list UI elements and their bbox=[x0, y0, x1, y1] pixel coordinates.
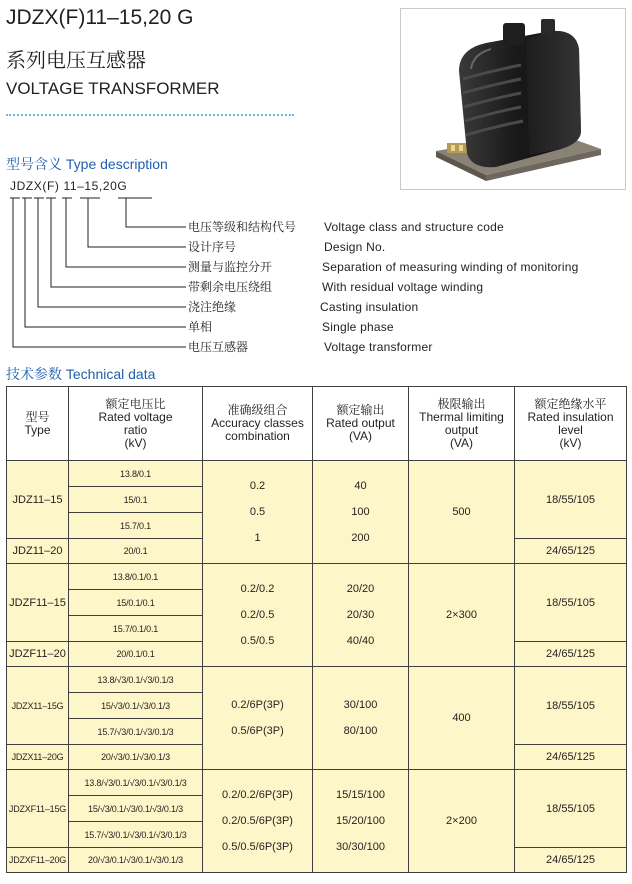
ratio-cell: 13.8/√3/0.1/√3/0.1/√3/0.1/3 bbox=[69, 770, 203, 796]
output-cell: 30/100 80/100 bbox=[313, 667, 409, 770]
limit-output-cell: 500 bbox=[409, 461, 515, 564]
header-rated-insulation-level: 额定绝缘水平 Rated insulation level (kV) bbox=[515, 387, 627, 461]
type-code-diagram bbox=[0, 190, 632, 360]
header-type: 型号 Type bbox=[7, 387, 69, 461]
product-series-title-en: VOLTAGE TRANSFORMER bbox=[6, 79, 220, 98]
type-code-leader-lines bbox=[0, 190, 632, 360]
ratio-cell: 20/√3/0.1/√3/0.1/3 bbox=[69, 745, 203, 770]
table-row bbox=[7, 770, 627, 796]
accuracy-cell: 0.2 0.5 1 bbox=[203, 461, 313, 564]
accuracy-cell: 0.2/0.2 0.2/0.5 0.5/0.5 bbox=[203, 564, 313, 667]
ratio-cell: 13.8/0.1 bbox=[69, 461, 203, 487]
output-cell: 15/15/100 15/20/100 30/30/100 bbox=[313, 770, 409, 873]
ratio-cell: 15/0.1 bbox=[69, 487, 203, 513]
type-description-heading: 型号含义 Type description bbox=[6, 156, 168, 172]
insulation-cell: 18/55/105 bbox=[515, 770, 627, 848]
insulation-cell: 24/65/125 bbox=[515, 745, 627, 770]
ratio-cell: 13.8/0.1/0.1 bbox=[69, 564, 203, 590]
output-cell: 20/20 20/30 40/40 bbox=[313, 564, 409, 667]
transformer-image bbox=[401, 9, 625, 189]
ratio-cell: 15.7/√3/0.1/√3/0.1/3 bbox=[69, 719, 203, 745]
type-item-zh: 设计序号 bbox=[188, 240, 237, 254]
table-header-row bbox=[7, 387, 627, 461]
type-cell: JDZXF11–20G bbox=[7, 848, 69, 873]
type-item-zh: 带剩余电压绕组 bbox=[188, 280, 273, 294]
limit-output-cell: 2×300 bbox=[409, 564, 515, 667]
technical-data-heading: 技术参数 Technical data bbox=[6, 366, 156, 382]
type-item-en: With residual voltage winding bbox=[322, 280, 484, 294]
product-photo bbox=[400, 8, 626, 190]
header-rated-voltage-ratio: 额定电压比 Rated voltage ratio (kV) bbox=[69, 387, 203, 461]
type-cell: JDZX11–15G bbox=[7, 667, 69, 745]
insulation-cell: 18/55/105 bbox=[515, 667, 627, 745]
header-thermal-limiting-output: 极限输出 Thermal limiting output (VA) bbox=[409, 387, 515, 461]
limit-output-cell: 2×200 bbox=[409, 770, 515, 873]
dotted-divider bbox=[6, 114, 294, 116]
header-accuracy-classes: 准确级组合 Accuracy classes combination bbox=[203, 387, 313, 461]
insulation-cell: 18/55/105 bbox=[515, 461, 627, 539]
type-item-en: Single phase bbox=[322, 320, 394, 334]
type-cell: JDZ11–15 bbox=[7, 461, 69, 539]
insulation-cell: 24/65/125 bbox=[515, 642, 627, 667]
ratio-cell: 15.7/0.1 bbox=[69, 513, 203, 539]
type-code: JDZX(F) 11–15,20G bbox=[10, 179, 128, 193]
accuracy-cell: 0.2/0.2/6P(3P) 0.2/0.5/6P(3P) 0.5/0.5/6P(3P) bbox=[203, 770, 313, 873]
type-item-zh: 单相 bbox=[188, 320, 213, 334]
ratio-cell: 15/√3/0.1/√3/0.1/3 bbox=[69, 693, 203, 719]
type-item-zh: 电压等级和结构代号 bbox=[188, 220, 297, 234]
type-item-en: Design No. bbox=[324, 240, 386, 254]
ratio-cell: 15.7/√3/0.1/√3/0.1/√3/0.1/3 bbox=[69, 822, 203, 848]
ratio-cell: 13.8/√3/0.1/√3/0.1/3 bbox=[69, 667, 203, 693]
table-row bbox=[7, 564, 627, 590]
type-item-zh: 测量与监控分开 bbox=[188, 260, 273, 274]
ratio-cell: 20/0.1 bbox=[69, 539, 203, 564]
type-item-zh: 电压互感器 bbox=[188, 340, 249, 354]
insulation-cell: 24/65/125 bbox=[515, 539, 627, 564]
type-cell: JDZX11–20G bbox=[7, 745, 69, 770]
type-cell: JDZF11–15 bbox=[7, 564, 69, 642]
accuracy-cell: 0.2/6P(3P) 0.5/6P(3P) bbox=[203, 667, 313, 770]
ratio-cell: 20/0.1/0.1 bbox=[69, 642, 203, 667]
technical-data-table bbox=[6, 386, 627, 873]
ratio-cell: 20/√3/0.1/√3/0.1/√3/0.1/3 bbox=[69, 848, 203, 873]
ratio-cell: 15/0.1/0.1 bbox=[69, 590, 203, 616]
ratio-cell: 15.7/0.1/0.1 bbox=[69, 616, 203, 642]
type-item-en: Casting insulation bbox=[320, 300, 419, 314]
type-cell: JDZXF11–15G bbox=[7, 770, 69, 848]
header-rated-output: 额定输出 Rated output (VA) bbox=[313, 387, 409, 461]
type-item-zh: 浇注绝缘 bbox=[188, 300, 237, 314]
output-cell: 40 100 200 bbox=[313, 461, 409, 564]
type-item-en: Voltage class and structure code bbox=[324, 220, 504, 234]
limit-output-cell: 400 bbox=[409, 667, 515, 770]
product-model-title: JDZX(F)11–15,20 G bbox=[6, 6, 194, 29]
insulation-cell: 24/65/125 bbox=[515, 848, 627, 873]
type-cell: JDZF11–20 bbox=[7, 642, 69, 667]
insulation-cell: 18/55/105 bbox=[515, 564, 627, 642]
ratio-cell: 15/√3/0.1/√3/0.1/√3/0.1/3 bbox=[69, 796, 203, 822]
type-item-en: Voltage transformer bbox=[324, 340, 433, 354]
type-cell: JDZ11–20 bbox=[7, 539, 69, 564]
type-item-en: Separation of measuring winding of monitoring bbox=[322, 260, 579, 274]
table-row bbox=[7, 461, 627, 487]
product-series-title-zh: 系列电压互感器 bbox=[6, 50, 146, 72]
table-row bbox=[7, 667, 627, 693]
